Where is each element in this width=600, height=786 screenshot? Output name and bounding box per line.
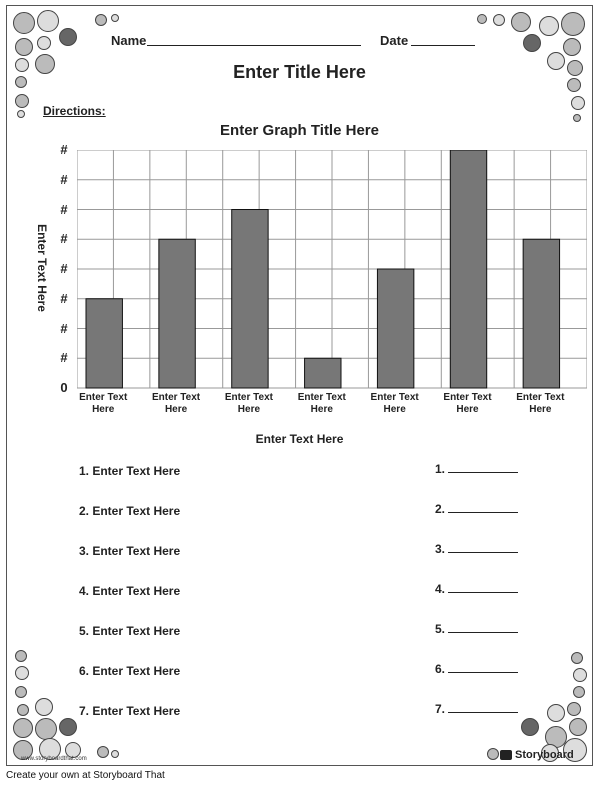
smiley-face-icon [15, 666, 29, 680]
x-category-label[interactable]: Enter Text Here [443, 392, 492, 415]
smiley-face-icon [571, 96, 585, 110]
smiley-face-icon [59, 28, 77, 46]
x-axis-title[interactable]: Enter Text Here [255, 432, 344, 446]
smiley-face-icon [547, 704, 565, 722]
bar-7[interactable] [523, 239, 559, 388]
name-label: Name [111, 33, 147, 48]
smiley-face-icon [111, 750, 119, 758]
answer-4[interactable] [435, 582, 518, 596]
smiley-face-icon [569, 718, 587, 736]
answer-number: 7. [435, 702, 446, 716]
worksheet-page [6, 5, 593, 766]
smiley-face-icon [561, 12, 585, 36]
smiley-face-icon [35, 54, 55, 74]
answer-number: 4. [435, 582, 446, 596]
answer-number: 3. [435, 542, 446, 556]
smiley-face-icon [571, 652, 583, 664]
question-7[interactable]: 7. Enter Text Here [79, 704, 181, 718]
answer-7[interactable] [435, 702, 518, 716]
bar-chart [77, 150, 587, 390]
y-axis-title[interactable]: Enter Text Here [35, 224, 49, 312]
date-label: Date [380, 33, 409, 48]
smiley-face-icon [573, 668, 587, 682]
answer-2[interactable] [435, 502, 518, 516]
question-4[interactable]: 4. Enter Text Here [79, 584, 181, 598]
x-category-label[interactable]: Enter Text Here [224, 392, 273, 415]
answer-blank-line[interactable] [448, 502, 518, 513]
y-tick-label: # [60, 231, 68, 247]
y-tick-label: # [60, 320, 68, 336]
question-5[interactable]: 5. Enter Text Here [79, 624, 181, 638]
directions-label: Directions: [43, 104, 106, 118]
question-1[interactable]: 1. Enter Text Here [79, 464, 181, 478]
storyboard-logo [500, 749, 574, 761]
x-category-label[interactable]: Enter Text Here [370, 392, 419, 415]
answer-number: 5. [435, 622, 446, 636]
smiley-face-icon [567, 60, 583, 76]
smiley-face-icon [15, 650, 27, 662]
smiley-face-icon [95, 14, 107, 26]
smiley-face-icon [15, 686, 27, 698]
answer-5[interactable] [435, 622, 518, 636]
page-title[interactable]: Enter Title Here [233, 62, 366, 82]
smiley-face-icon [563, 38, 581, 56]
smiley-face-icon [487, 748, 499, 760]
y-tick-label: # [60, 261, 68, 276]
x-category-label[interactable]: Enter Text Here [297, 392, 346, 415]
smiley-face-icon [17, 110, 25, 118]
smiley-face-icon [13, 12, 35, 34]
smiley-face-icon [17, 704, 29, 716]
x-category-label[interactable]: Enter Text Here [79, 392, 128, 415]
smiley-face-icon [547, 52, 565, 70]
smiley-face-icon [35, 718, 57, 740]
smiley-face-icon [35, 698, 53, 716]
answer-6[interactable] [435, 662, 518, 676]
smiley-face-icon [567, 702, 581, 716]
answer-number: 1. [435, 462, 446, 476]
answer-number: 6. [435, 662, 446, 676]
y-tick-label: # [60, 350, 68, 366]
question-6[interactable]: 6. Enter Text Here [79, 664, 181, 678]
smiley-face-icon [15, 94, 29, 108]
smiley-face-icon [521, 718, 539, 736]
storyboard-url: www.storyboardthat.com [21, 756, 87, 762]
y-tick-label: # [60, 171, 68, 187]
graph-title[interactable]: Enter Graph Title Here [220, 122, 379, 139]
answer-blank-line[interactable] [448, 702, 518, 713]
smiley-face-icon [523, 34, 541, 52]
y-tick-label: # [60, 201, 68, 217]
name-blank-line[interactable] [147, 45, 361, 46]
smiley-face-icon [15, 58, 29, 72]
smiley-face-icon [15, 38, 33, 56]
smiley-face-icon [573, 686, 585, 698]
bar-5[interactable] [377, 269, 413, 388]
answer-blank-line[interactable] [448, 462, 518, 473]
bar-4[interactable] [305, 358, 341, 388]
smiley-face-icon [477, 14, 487, 24]
bar-3[interactable] [232, 210, 268, 389]
smiley-face-icon [59, 718, 77, 736]
smiley-face-icon [573, 114, 581, 122]
answer-blank-line[interactable] [448, 542, 518, 553]
smiley-face-icon [37, 10, 59, 32]
smiley-face-icon [37, 36, 51, 50]
storyboard-logo-text: Storyboard [515, 749, 574, 761]
answer-blank-line[interactable] [448, 662, 518, 673]
smiley-face-icon [13, 718, 33, 738]
smiley-face-icon [15, 76, 27, 88]
bar-6[interactable] [450, 150, 486, 388]
smiley-face-icon [111, 14, 119, 22]
smiley-face-icon [97, 746, 109, 758]
smiley-face-icon [511, 12, 531, 32]
smiley-face-icon [567, 78, 581, 92]
bar-1[interactable] [86, 299, 122, 388]
answer-blank-line[interactable] [448, 622, 518, 633]
answer-1[interactable] [435, 462, 518, 476]
y-tick-label: # [60, 290, 68, 306]
x-category-label[interactable]: Enter Text Here [151, 392, 201, 415]
footer-credit: Create your own at Storyboard That [6, 770, 165, 781]
date-blank-line[interactable] [411, 45, 475, 46]
smiley-face-icon [493, 14, 505, 26]
bar-2[interactable] [159, 239, 195, 388]
question-2[interactable]: 2. Enter Text Here [79, 504, 181, 518]
answer-number: 2. [435, 502, 446, 516]
x-category-label[interactable]: Enter Text Here [516, 392, 565, 415]
smiley-face-icon [539, 16, 559, 36]
answer-3[interactable] [435, 542, 518, 556]
storyboard-logo-icon [500, 750, 512, 760]
y-tick-label: # [60, 142, 68, 157]
answer-blank-line[interactable] [448, 582, 518, 593]
question-3[interactable]: 3. Enter Text Here [79, 544, 181, 558]
y-tick-label: 0 [60, 380, 68, 395]
